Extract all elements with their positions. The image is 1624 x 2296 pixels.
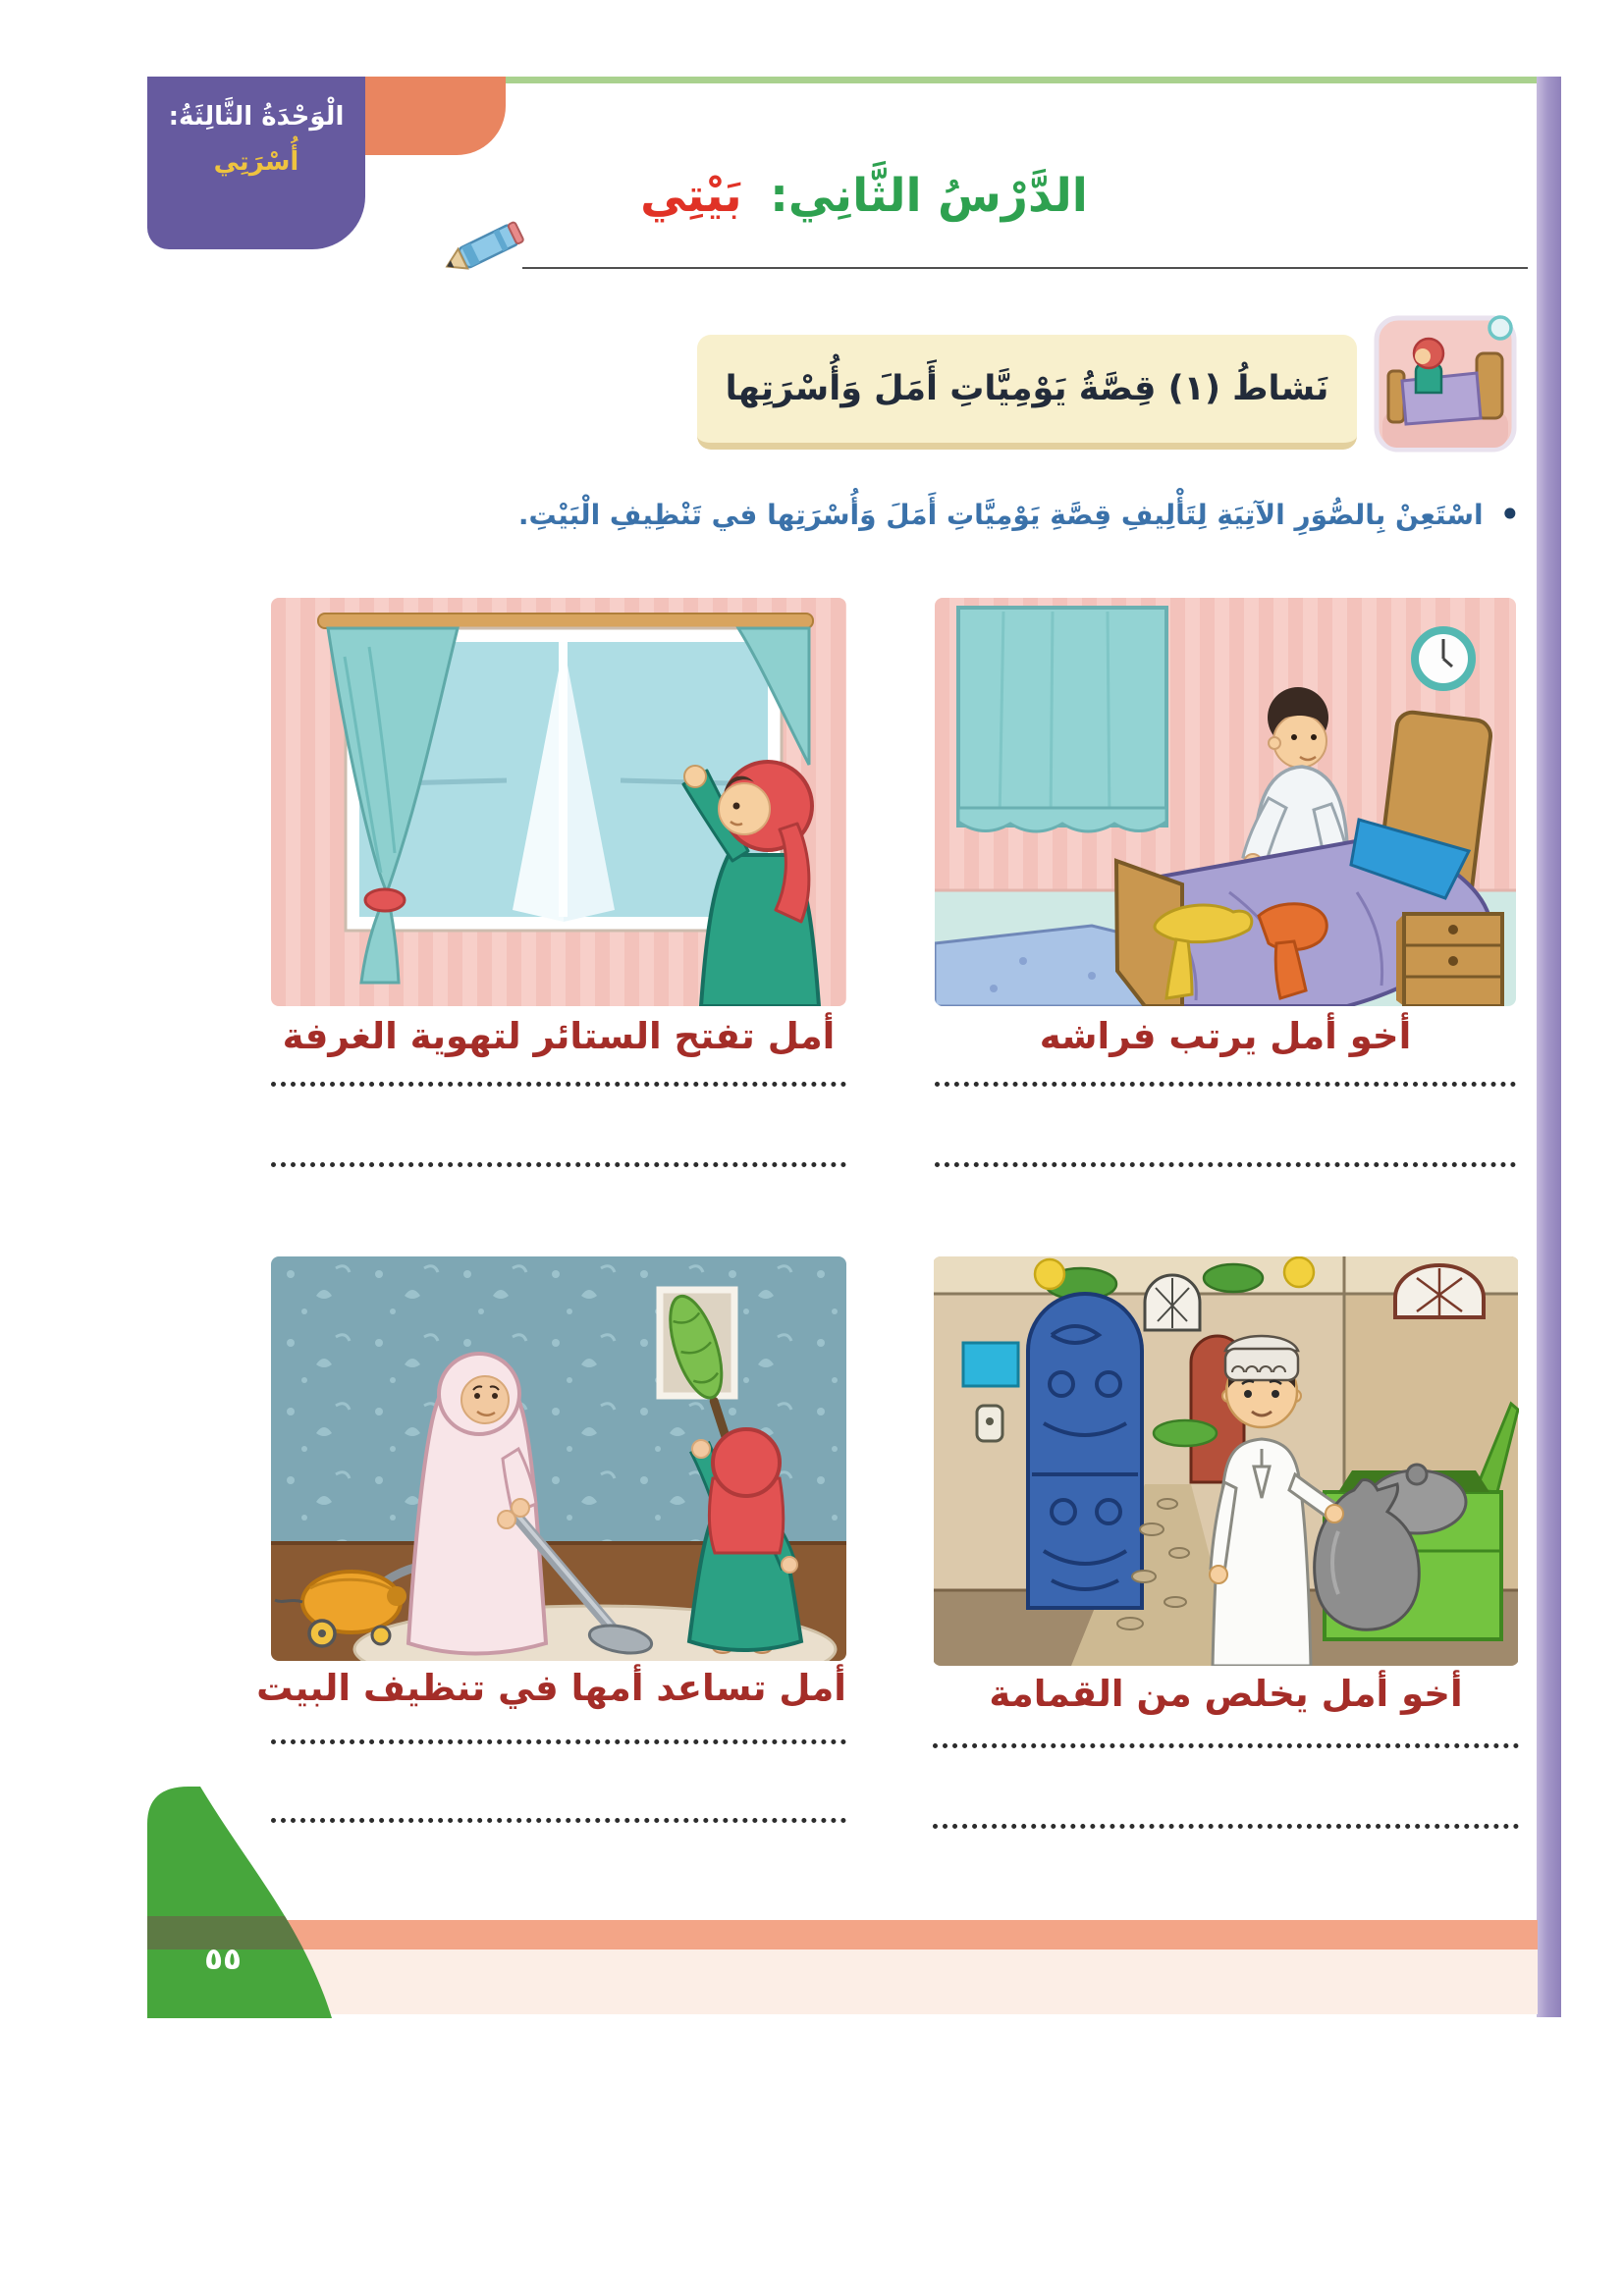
activity-banner <box>697 335 1357 450</box>
page-number: ٥٥ <box>204 1942 242 1977</box>
answer-line[interactable] <box>935 1162 1516 1167</box>
bottom-strip-salmon <box>147 1920 1538 1949</box>
lesson-title-topic: بَيْتِي <box>640 169 742 223</box>
lesson-title <box>569 169 1159 223</box>
answer-line[interactable] <box>933 1743 1519 1748</box>
answer-line[interactable] <box>933 1824 1519 1829</box>
illustration-boy-making-bed <box>935 598 1516 1006</box>
answer-line[interactable] <box>271 1739 846 1744</box>
unit-badge-subtitle: أُسْرَتِي <box>213 147 299 177</box>
answer-line[interactable] <box>271 1162 846 1167</box>
pencil-icon <box>438 206 538 285</box>
illustration-mother-vacuuming-girl-dusting <box>271 1256 846 1661</box>
caption-open-curtains: أمل تفتح الستائر لتهوية الغرفة <box>282 1015 836 1057</box>
instruction-line <box>282 483 1521 546</box>
right-border-strip <box>1537 77 1561 2017</box>
bottom-strip-pink <box>147 1949 1538 2014</box>
caption-throw-garbage: أخو أمل يخلص من القمامة <box>989 1673 1463 1715</box>
caption-make-bed: أخو أمل يرتب فراشه <box>1039 1015 1412 1057</box>
illustration-girl-opening-curtains <box>271 598 846 1006</box>
bullet-icon: • <box>1498 493 1521 536</box>
illustration-boy-throwing-garbage <box>933 1256 1519 1666</box>
lesson-title-prefix: الدَّرْسُ الثَّانِي: <box>770 169 1088 223</box>
instruction-text: اسْتَعِنْ بِالصُّوَرِ الآتِيَةِ لِتَأْلِيفِ قِصَّةِ يَوْمِيَّاتِ أَمَلَ وَأُسْرَتِها في تَنْظِيفِ الْبَيْتِ. <box>517 498 1484 531</box>
answer-line[interactable] <box>935 1082 1516 1087</box>
caption-clean-house: أمل تساعد أمها في تنظيف البيت <box>256 1667 846 1709</box>
unit-badge <box>147 77 365 249</box>
activity-banner-label: نَشاطُ (١) قِصَّةُ يَوْمِيَّاتِ أَمَلَ وَأُسْرَتِها <box>725 369 1329 408</box>
answer-line[interactable] <box>271 1818 846 1823</box>
unit-badge-title: الْوَحْدَةُ الثَّالِثَةُ: <box>168 102 345 132</box>
page-corner-blob <box>145 1779 342 2018</box>
activity-thumbnail-icon <box>1373 314 1518 454</box>
title-underline <box>522 267 1528 269</box>
answer-line[interactable] <box>271 1082 846 1087</box>
